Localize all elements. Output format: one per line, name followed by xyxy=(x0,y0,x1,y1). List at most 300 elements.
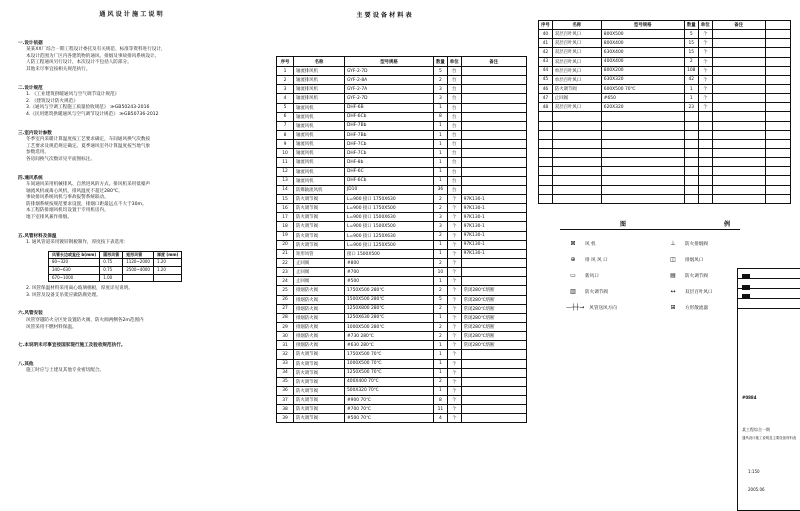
table-cell: #700 xyxy=(345,268,434,277)
table-cell: 48 xyxy=(539,103,553,112)
table-cell xyxy=(601,185,684,194)
table-cell: L=900 接口 1250X500 xyxy=(345,240,434,249)
table-cell: 18 xyxy=(277,222,294,231)
notes-line: 风管穿越防火分区处设置防火阀，防火阀两侧各2m范围内 xyxy=(26,318,144,323)
legend-label: 风 机 xyxy=(585,241,596,247)
table-cell: 3 xyxy=(434,222,448,231)
legend-item xyxy=(666,256,703,263)
table-cell: 108 xyxy=(684,66,698,75)
table-cell: 个 xyxy=(447,258,461,267)
table-row xyxy=(277,359,527,368)
table-cell xyxy=(461,85,526,94)
table-cell: 1 xyxy=(684,94,698,103)
table-cell: 排烟防火阀 xyxy=(294,341,345,350)
legend-symbol-icon: ▥ xyxy=(570,288,576,295)
table-cell: 30 xyxy=(277,332,294,341)
table-cell: 23 xyxy=(277,268,294,277)
col-header-unit: 单位 xyxy=(447,57,461,67)
table-row xyxy=(277,240,527,249)
notes-line: 其他未尽事宜按相关规范执行。 xyxy=(26,66,91,72)
table-cell xyxy=(461,112,526,121)
notes-line: 地下室排风兼作排烟。 xyxy=(26,215,72,221)
table-cell: DHF-6Cb xyxy=(345,176,434,185)
table-row xyxy=(539,194,791,203)
table-cell xyxy=(698,130,712,139)
table-cell: 8 xyxy=(434,396,448,405)
table-cell: 个 xyxy=(447,396,461,405)
table-cell: 双层百叶风口 xyxy=(552,57,601,66)
table-cell: 1 xyxy=(434,158,448,167)
table-cell: 1 xyxy=(277,67,294,76)
table-cell xyxy=(765,30,790,39)
table-cell: 常闭280℃熔断 xyxy=(461,341,526,350)
table-cell: 轴流风机 xyxy=(294,158,345,167)
table-cell: 台 xyxy=(447,185,461,194)
legend-label: 方形散流器 xyxy=(685,305,708,311)
table-cell: 1 xyxy=(434,130,448,139)
main-table-title: 主要设备材料表 xyxy=(356,12,414,19)
notes-line: 风管采用不燃材料保温。 xyxy=(26,324,77,330)
table-cell: 台 xyxy=(447,140,461,149)
table-row xyxy=(277,194,527,203)
table-cell: 个 xyxy=(698,103,712,112)
table-row xyxy=(277,67,527,76)
table-cell: 常闭280℃熔断 xyxy=(461,304,526,313)
legend-label: 防火调节阀 xyxy=(685,273,708,279)
table-cell xyxy=(123,274,154,282)
table-cell: 个 xyxy=(447,204,461,213)
notes-line: 3. 风管及设备支吊架应做防腐处理。 xyxy=(26,292,101,298)
table-cell: 1 xyxy=(434,149,448,158)
table-cell: #500 70℃ xyxy=(345,414,434,423)
table-cell: 个 xyxy=(698,94,712,103)
table-row xyxy=(277,130,527,139)
table-cell xyxy=(765,194,790,203)
table-cell: 防火调节阀 xyxy=(294,222,345,231)
table-cell: 轴流风机 xyxy=(294,149,345,158)
notes-line: 参数选用。 xyxy=(26,150,49,156)
table-cell xyxy=(712,176,765,185)
table-cell: 止回阀 xyxy=(294,268,345,277)
table-row xyxy=(539,66,791,75)
table-cell xyxy=(552,139,601,148)
table-row xyxy=(539,139,791,148)
table-cell: 1000X500 70℃ xyxy=(345,359,434,368)
col-header-no: 序号 xyxy=(277,57,294,67)
table-cell: 防火调节阀 xyxy=(294,377,345,386)
table-cell: 5 xyxy=(684,30,698,39)
table-cell: GYF-2-8A xyxy=(345,76,434,85)
table-cell: 15 xyxy=(684,48,698,57)
table-cell: 19 xyxy=(277,231,294,240)
table-row xyxy=(277,414,527,423)
table-cell xyxy=(684,176,698,185)
table-cell: 防火调节阀 xyxy=(294,240,345,249)
table-cell: 排烟防火阀 xyxy=(294,322,345,331)
table-cell: 80~320 xyxy=(49,259,100,267)
table-cell: 止回阀 xyxy=(552,94,601,103)
table-cell: 防火调节阀 xyxy=(294,396,345,405)
notes-line: 3.《通风与空调工程施工质量验收规范》 ≫GB50243-2016 xyxy=(26,105,150,111)
title-block-row xyxy=(738,299,800,309)
table-cell: 500X320 70℃ xyxy=(345,386,434,395)
table-cell: 轴流风机 xyxy=(294,103,345,112)
table-cell: 防火调节阀 xyxy=(294,194,345,203)
table-cell: 1.20 xyxy=(153,267,181,275)
table-cell: 个 xyxy=(447,313,461,322)
table-cell xyxy=(539,185,553,194)
table-cell: 3 xyxy=(434,213,448,222)
title-block-mark xyxy=(742,285,750,290)
table-row xyxy=(277,313,527,322)
notes-section-heading: 一.设计依据 xyxy=(18,40,43,46)
table-cell: 轴流风机 xyxy=(294,121,345,130)
table-cell xyxy=(552,185,601,194)
table-cell xyxy=(461,405,526,414)
table-cell xyxy=(601,139,684,148)
notes-section-heading: 四.通风系统 xyxy=(18,175,43,181)
table-cell xyxy=(461,396,526,405)
table-cell: L=900 接口 1750X500 xyxy=(345,204,434,213)
table-cell xyxy=(552,176,601,185)
table-cell: 1 xyxy=(434,176,448,185)
drawing-scale: 1:150 xyxy=(748,469,760,474)
table-cell xyxy=(684,194,698,203)
legend-label: 双层百叶风口 xyxy=(685,289,713,295)
table-cell: 5 xyxy=(277,103,294,112)
table-cell: 5 xyxy=(434,295,448,304)
table-cell: 常闭280℃熔断 xyxy=(461,322,526,331)
table-cell xyxy=(712,148,765,157)
table-cell: 670~1000 xyxy=(49,274,100,282)
table-cell: #730 280℃ xyxy=(345,332,434,341)
table-cell xyxy=(539,194,553,203)
equipment-table-continued xyxy=(538,20,791,204)
table-row xyxy=(277,140,527,149)
table-cell xyxy=(601,112,684,121)
table-cell: 个 xyxy=(447,368,461,377)
table-cell: 41 xyxy=(539,39,553,48)
table-cell xyxy=(712,48,765,57)
table-cell xyxy=(461,350,526,359)
table-cell: 个 xyxy=(447,249,461,258)
table-cell: 2 xyxy=(434,322,448,331)
table-cell: 防火调节阀 xyxy=(294,405,345,414)
table-cell: 1 xyxy=(434,249,448,258)
table-cell: JD10 xyxy=(345,185,434,194)
table-cell xyxy=(601,121,684,130)
col-header-unit: 单位 xyxy=(698,21,712,30)
table-cell: 1 xyxy=(434,121,448,130)
table-cell: 9 xyxy=(277,140,294,149)
table-header-row xyxy=(539,21,791,30)
table-cell xyxy=(698,194,712,203)
table-cell: 38 xyxy=(277,405,294,414)
table-cell: 42 xyxy=(684,75,698,84)
table-cell: 2 xyxy=(434,204,448,213)
notes-line: 冬季室内采暖计算温度按工艺要求确定，车间通风换气次数按 xyxy=(26,137,151,143)
table-cell xyxy=(765,48,790,57)
table-cell: 1 xyxy=(434,103,448,112)
table-cell xyxy=(461,121,526,130)
legend-item xyxy=(666,288,713,295)
notes-line: 各房间换气次数详见平面图标注。 xyxy=(26,156,95,162)
notes-section-heading: 二.设计规范 xyxy=(18,85,43,91)
table-cell xyxy=(765,167,790,176)
table-cell: 个 xyxy=(447,231,461,240)
table-cell: 防火调节阀 xyxy=(294,204,345,213)
table-cell: DHF-7Cb xyxy=(345,149,434,158)
table-cell: 轴流排风机 xyxy=(294,94,345,103)
table-cell xyxy=(539,130,553,139)
table-cell: 13 xyxy=(277,176,294,185)
table-row xyxy=(277,176,527,185)
table-cell xyxy=(461,268,526,277)
table-cell: 7 xyxy=(277,121,294,130)
table-cell: 4 xyxy=(277,94,294,103)
table-row xyxy=(277,295,527,304)
table-cell: 个 xyxy=(698,75,712,84)
table-cell xyxy=(684,121,698,130)
table-cell: 26 xyxy=(277,295,294,304)
table-cell xyxy=(684,185,698,194)
table-cell: 2 xyxy=(434,332,448,341)
table-cell xyxy=(461,368,526,377)
table-cell: 34 xyxy=(277,368,294,377)
table-row xyxy=(539,185,791,194)
table-cell: #800 xyxy=(345,258,434,267)
legend-symbol-icon: ↔ xyxy=(670,288,676,295)
legend-divider xyxy=(560,229,740,230)
col-header-qty: 数量 xyxy=(684,21,698,30)
table-cell: DHF-6C xyxy=(345,167,434,176)
table-cell xyxy=(712,84,765,93)
table-cell: 台 xyxy=(447,67,461,76)
notes-line: 某某XX厂综合一期工程设计委托及有关规范、标准等资料进行设计， xyxy=(26,47,166,53)
table-cell: 10 xyxy=(277,149,294,158)
table-cell xyxy=(765,66,790,75)
table-cell: 43 xyxy=(539,57,553,66)
table-cell: 1.20 xyxy=(153,259,181,267)
table-cell: 个 xyxy=(447,350,461,359)
table-cell: #630 280℃ xyxy=(345,341,434,350)
drawing-date: 2005.06 xyxy=(748,487,765,492)
table-cell: 个 xyxy=(698,39,712,48)
table-row xyxy=(277,377,527,386)
table-cell: 1 xyxy=(434,368,448,377)
table-cell: 轴流排风机 xyxy=(294,76,345,85)
table-cell: 32 xyxy=(277,350,294,359)
table-cell: 个 xyxy=(447,277,461,286)
table-row xyxy=(539,167,791,176)
table-cell xyxy=(765,84,790,93)
table-cell xyxy=(765,57,790,66)
table-cell: 1120~2000 xyxy=(123,259,154,267)
col-header-qty: 数量 xyxy=(434,57,448,67)
table-cell xyxy=(698,167,712,176)
table-cell xyxy=(461,359,526,368)
table-row xyxy=(277,341,527,350)
table-cell: 台 xyxy=(447,121,461,130)
table-cell: 个 xyxy=(447,295,461,304)
table-cell: 23 xyxy=(684,103,698,112)
table-cell: 双层百叶风口 xyxy=(552,39,601,48)
table-cell: L=900 接口 1750X630 xyxy=(345,194,434,203)
table-row xyxy=(277,368,527,377)
table-cell: #700 70℃ xyxy=(345,405,434,414)
table-cell xyxy=(712,39,765,48)
table-cell xyxy=(712,185,765,194)
table-row xyxy=(277,94,527,103)
table-cell: 1 xyxy=(434,341,448,350)
table-cell: 个 xyxy=(698,66,712,75)
table-row xyxy=(277,185,527,194)
table-row xyxy=(277,268,527,277)
legend-title-b: 例 xyxy=(723,221,730,228)
notes-line: 1. 通风管道采用镀锌钢板制作，厚度按下表选用： xyxy=(26,240,129,246)
table-cell: 防火调节阀 xyxy=(294,359,345,368)
table-cell xyxy=(765,148,790,157)
table-cell xyxy=(461,158,526,167)
legend-symbol-icon: —┼┼→ xyxy=(566,304,585,311)
table-cell: 46 xyxy=(539,84,553,93)
table-cell: 常闭280℃熔断 xyxy=(461,313,526,322)
table-cell xyxy=(765,94,790,103)
table-cell xyxy=(601,158,684,167)
table-cell: 防火调节阀 xyxy=(294,414,345,423)
table-cell: 620X320 xyxy=(601,103,684,112)
table-cell: 个 xyxy=(447,194,461,203)
notes-section-heading: 八.其他 xyxy=(18,361,34,367)
table-cell xyxy=(601,130,684,139)
table-cell: 1 xyxy=(434,313,448,322)
table-cell: 台 xyxy=(447,167,461,176)
table-row xyxy=(539,94,791,103)
table-cell xyxy=(712,30,765,39)
table-cell xyxy=(712,103,765,112)
table-cell xyxy=(684,112,698,121)
table-cell xyxy=(601,167,684,176)
table-cell xyxy=(552,130,601,139)
table-cell: 个 xyxy=(447,222,461,231)
table-cell xyxy=(698,185,712,194)
title-block-mark xyxy=(742,294,750,299)
table-cell: 10 xyxy=(434,268,448,277)
table-cell: 1 xyxy=(434,240,448,249)
table-cell: 39 xyxy=(277,414,294,423)
notes-section-heading: 六.风管安装 xyxy=(18,311,43,317)
table-header-row xyxy=(277,57,527,67)
legend-symbol-icon: ⊠ xyxy=(570,240,576,247)
table-cell: 2 xyxy=(684,57,698,66)
table-cell: 21 xyxy=(277,249,294,258)
table-cell xyxy=(461,103,526,112)
notes-title: 通风设计施工说明 xyxy=(99,11,165,18)
table-cell xyxy=(601,148,684,157)
table-cell: 排烟防火阀 xyxy=(294,313,345,322)
legend-symbol-icon: ▤ xyxy=(670,272,676,279)
notes-section-heading: 七.本说明未尽事宜按国家现行施工及验收规范执行。 xyxy=(18,343,126,349)
table-row xyxy=(277,76,527,85)
table-cell: 个 xyxy=(447,332,461,341)
table-cell: 防爆轴流风机 xyxy=(294,185,345,194)
table-cell xyxy=(461,67,526,76)
table-row xyxy=(277,258,527,267)
table-cell: 个 xyxy=(447,268,461,277)
table-cell: 2 xyxy=(434,231,448,240)
legend-label: 排烟风口 xyxy=(685,257,704,263)
table-header-row xyxy=(49,251,182,259)
table-cell: 800X500 xyxy=(601,30,684,39)
table-cell: 2 xyxy=(434,377,448,386)
table-cell: 个 xyxy=(698,30,712,39)
table-cell: 单层百叶风口 xyxy=(552,75,601,84)
table-cell: 33 xyxy=(277,359,294,368)
table-cell xyxy=(712,112,765,121)
table-cell: GYF-2-7D xyxy=(345,94,434,103)
table-cell: 个 xyxy=(447,414,461,423)
table-cell: 台 xyxy=(447,85,461,94)
table-cell: 1 xyxy=(434,140,448,149)
table-cell: 常闭280℃熔断 xyxy=(461,332,526,341)
notes-section-heading: 三.室内设计参数 xyxy=(18,130,52,136)
thickness-table xyxy=(48,251,182,282)
table-cell: 44 xyxy=(539,66,553,75)
table-row xyxy=(277,112,527,121)
table-cell: 1750X500 70℃ xyxy=(345,350,434,359)
legend-item xyxy=(566,256,608,263)
table-cell: 15 xyxy=(277,194,294,203)
table-row xyxy=(539,84,791,93)
table-cell: 1 xyxy=(434,350,448,359)
legend-item xyxy=(566,240,596,247)
table-row xyxy=(539,30,791,39)
table-cell: 个 xyxy=(447,341,461,350)
table-cell xyxy=(539,139,553,148)
table-cell: 台 xyxy=(447,130,461,139)
table-cell xyxy=(461,414,526,423)
table-cell: 轴流风机 xyxy=(294,140,345,149)
table-cell xyxy=(712,121,765,130)
table-cell: 630X320 xyxy=(601,75,684,84)
table-cell: 97K130-1 xyxy=(461,194,526,203)
table-cell xyxy=(765,185,790,194)
table-cell: 2 xyxy=(434,304,448,313)
table-cell: 双层百叶风口 xyxy=(552,48,601,57)
notes-line: 车间通风采用机械排风、自然进风的方式。排风机采用低噪声 xyxy=(26,182,151,188)
table-cell: 37 xyxy=(277,396,294,405)
table-cell xyxy=(461,140,526,149)
table-cell: 31 xyxy=(277,341,294,350)
table-cell: 个 xyxy=(447,213,461,222)
table-cell xyxy=(601,176,684,185)
table-cell: 17 xyxy=(277,213,294,222)
table-header-cell: 圆形风管 xyxy=(100,251,123,259)
table-row xyxy=(277,103,527,112)
table-cell: 个 xyxy=(447,359,461,368)
table-cell: 台 xyxy=(447,149,461,158)
legend-title-a: 图 xyxy=(620,221,627,228)
table-row xyxy=(49,259,182,267)
col-header-remark: 备注 xyxy=(461,57,526,67)
table-row xyxy=(539,112,791,121)
table-cell: 排烟防火阀 xyxy=(294,304,345,313)
table-cell: 个 xyxy=(447,405,461,414)
table-cell: 600X500 70℃ xyxy=(601,84,684,93)
table-row xyxy=(277,222,527,231)
notes-line: 2. 风管保温材料采用离心玻璃棉板，厚度详见说明。 xyxy=(26,286,133,292)
table-cell: 矩形风管 xyxy=(294,249,345,258)
